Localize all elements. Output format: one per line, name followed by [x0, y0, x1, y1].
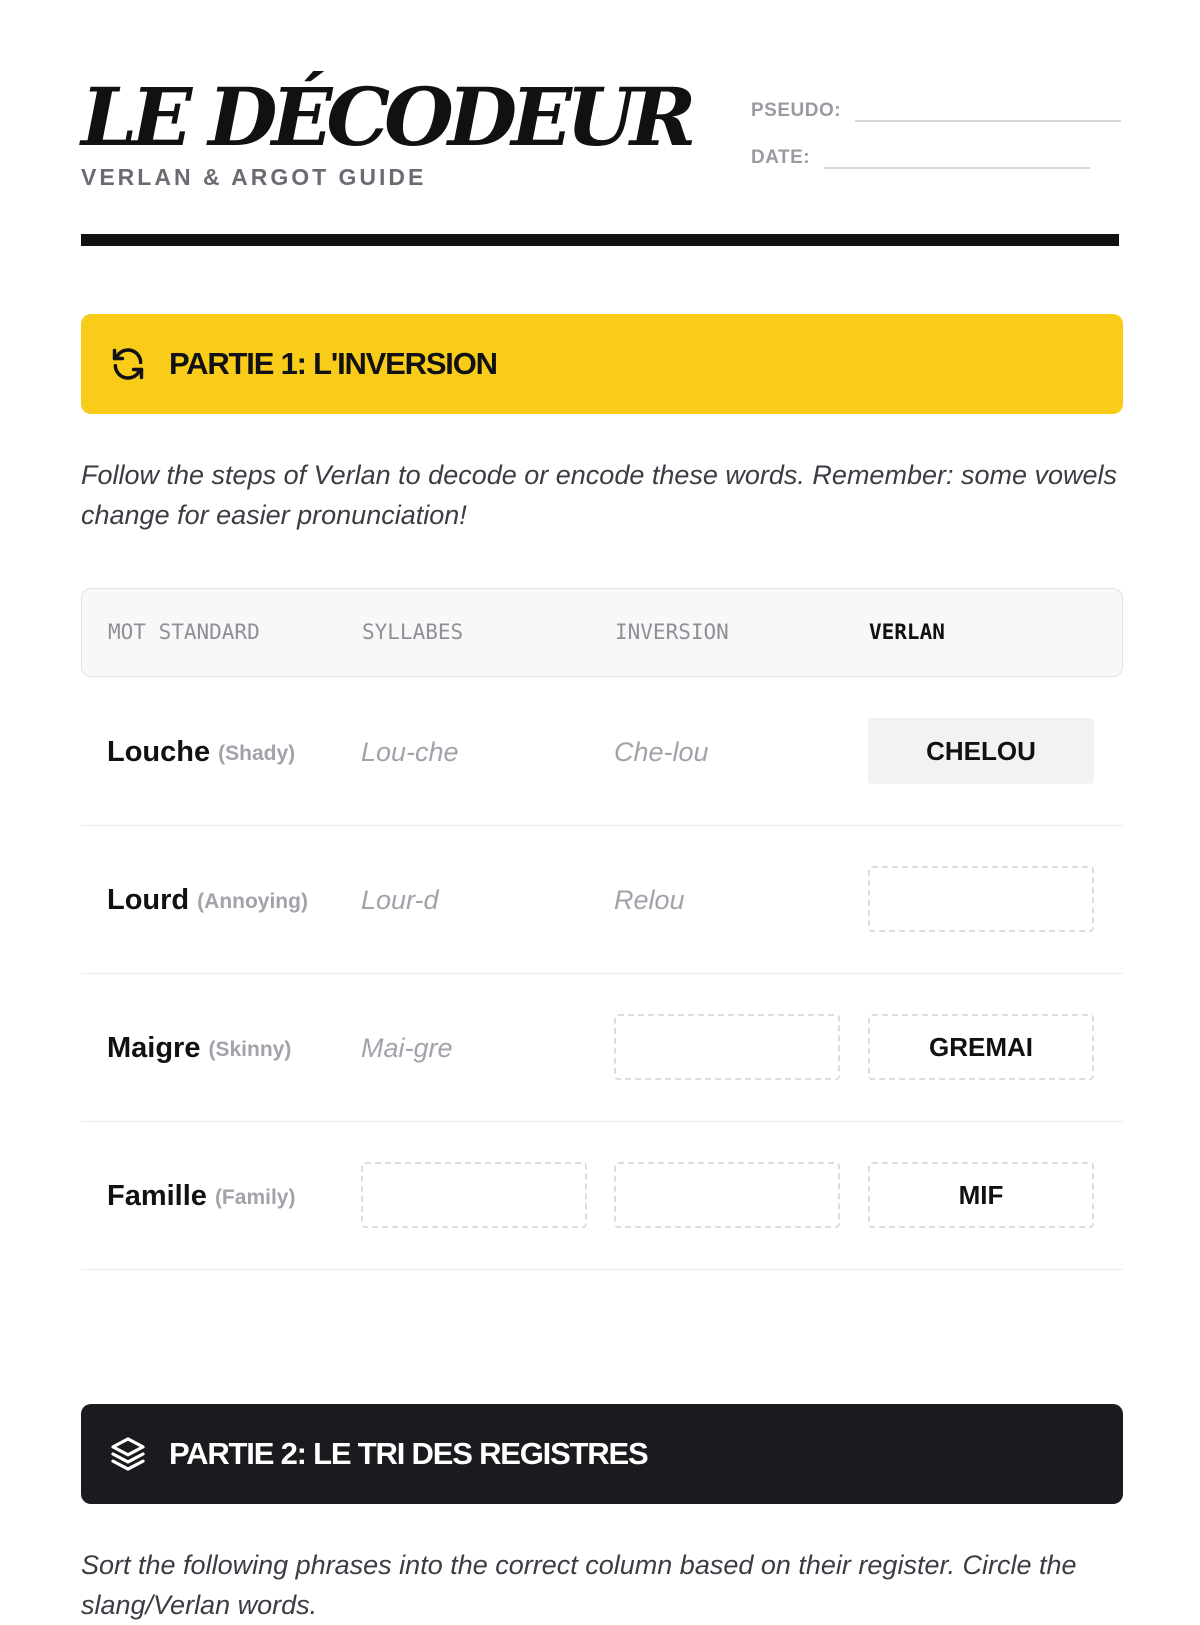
pseudo-label: PSEUDO:: [751, 100, 842, 121]
date-field: [751, 147, 1090, 169]
layers-icon: [109, 1435, 147, 1473]
standard-word-cell: [107, 1122, 295, 1270]
worksheet-subtitle: VERLAN & ARGOT GUIDE: [81, 164, 427, 190]
syllables-cell: Lou-che: [361, 737, 459, 767]
worksheet-header: [81, 0, 1119, 250]
column-header-standard: MOT STANDARD: [108, 620, 260, 644]
date-label: DATE:: [751, 147, 811, 168]
part1-title: PARTIE 1: L'INVERSION: [169, 346, 497, 381]
worksheet-title: LE DÉCODEUR: [81, 70, 691, 164]
word-translation: (Skinny): [208, 1038, 292, 1061]
standard-word: Louche: [107, 735, 211, 768]
syllables-answer-blank[interactable]: [361, 1162, 587, 1228]
refresh-icon: [109, 345, 147, 383]
part1-banner: [81, 314, 1123, 414]
table-row: [81, 826, 1123, 974]
word-translation: (Shady): [218, 742, 296, 765]
date-input-line[interactable]: [824, 149, 1090, 169]
inversion-cell: Relou: [614, 885, 685, 915]
standard-word: Maigre: [107, 1031, 201, 1064]
syllables-cell: Lour-d: [361, 885, 439, 915]
verlan-answer-blank[interactable]: [868, 866, 1094, 932]
inversion-answer-blank[interactable]: [614, 1014, 840, 1080]
standard-word-cell: [107, 974, 291, 1122]
table-row: [81, 974, 1123, 1122]
table-header: [81, 588, 1123, 677]
pseudo-input-line[interactable]: [855, 102, 1121, 122]
standard-word: Lourd: [107, 883, 190, 916]
part2-instructions: Sort the following phrases into the correct column based on their register. Circle the slang/Verlan words.: [81, 1550, 1077, 1620]
column-header-inversion: INVERSION: [615, 620, 729, 644]
word-translation: (Annoying): [197, 890, 308, 913]
column-header-syllables: SYLLABES: [362, 620, 464, 644]
column-header-verlan: VERLAN: [869, 620, 945, 644]
standard-word-cell: [107, 826, 308, 974]
standard-word: Famille: [107, 1179, 207, 1212]
verlan-answer: GREMAI: [868, 1014, 1094, 1080]
word-translation: (Family): [214, 1186, 296, 1209]
verlan-answer: MIF: [868, 1162, 1094, 1228]
inversion-cell: Che-lou: [614, 737, 709, 767]
syllables-cell: Mai-gre: [361, 1033, 453, 1063]
part1-instructions: Follow the steps of Verlan to decode or encode these words. Remember: some vowels change for easier pronunciation!: [81, 460, 1118, 530]
pseudo-field: [751, 100, 1121, 122]
part2-banner: [81, 1404, 1123, 1504]
table-row: [81, 1122, 1123, 1270]
header-divider: [81, 234, 1119, 246]
part2-title: PARTIE 2: LE TRI DES REGISTRES: [169, 1436, 648, 1471]
verlan-answer: CHELOU: [868, 718, 1094, 784]
inversion-answer-blank[interactable]: [614, 1162, 840, 1228]
standard-word-cell: [107, 678, 295, 826]
table-row: [81, 678, 1123, 826]
